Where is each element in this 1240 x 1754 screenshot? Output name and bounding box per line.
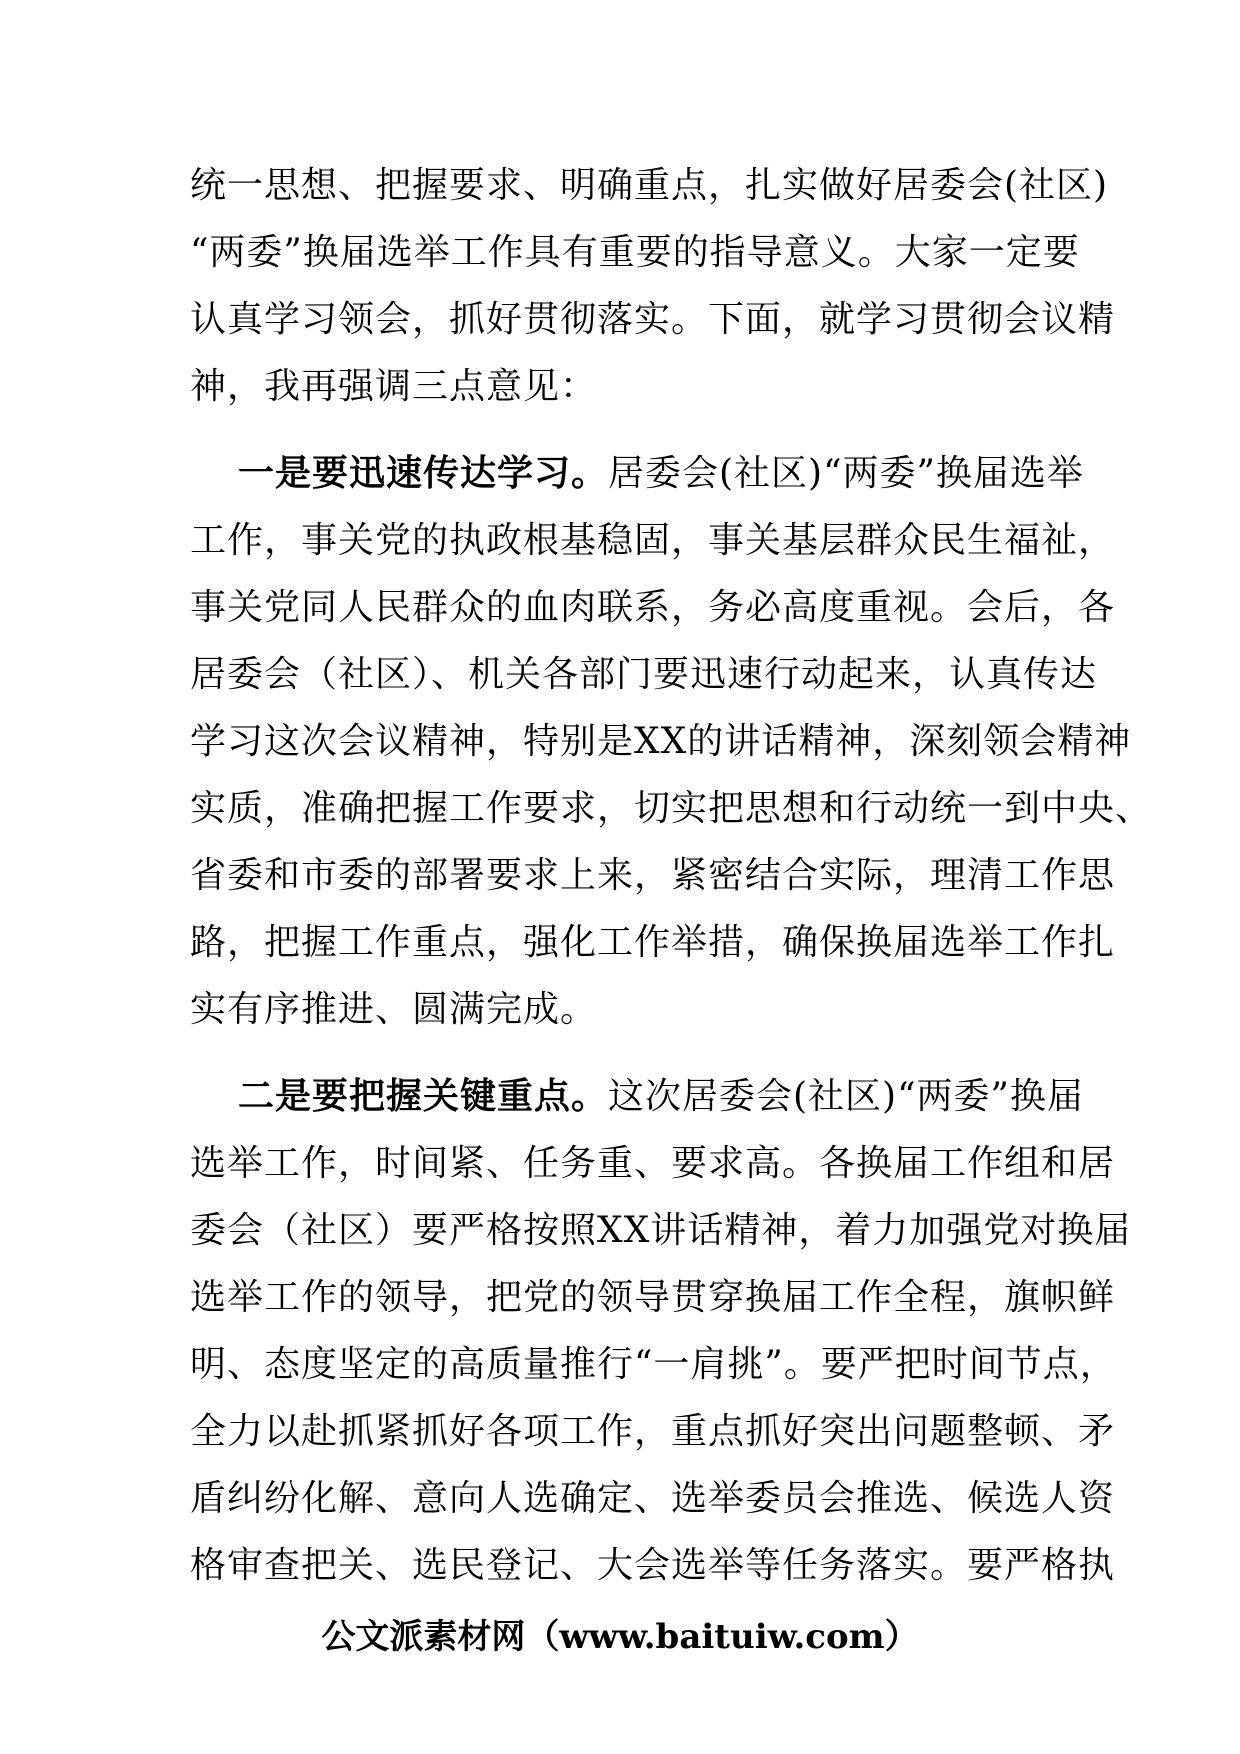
- text-line: 学习这次会议精神，特别是XX的讲话精神，深刻领会精神: [190, 721, 1132, 762]
- text-line: 居委会（社区）、机关各部门要迅速行动起来，认真传达: [190, 654, 1098, 695]
- text-line: 省委和市委的部署要求上来，紧密结合实际，理清工作思: [190, 855, 1116, 896]
- text-line: 实有序推进、圆满完成。: [190, 989, 598, 1030]
- text-line: 认真学习领会，抓好贯彻落实。下面，就学习贯彻会议精: [190, 299, 1116, 340]
- text-line: [190, 1063, 1084, 1130]
- text-line: [190, 440, 1084, 507]
- text-line: “两委”换届选举工作具有重要的指导意义。大家一定要: [190, 232, 1080, 273]
- text-line: 事关党同人民群众的血肉联系，务必高度重视。会后，各: [190, 587, 1116, 628]
- text-line: 选举工作，时间紧、任务重、要求高。各换届工作组和居: [190, 1143, 1116, 1184]
- text-line: 全力以赴抓紧抓好各项工作，重点抓好突出问题整顿、矛: [190, 1411, 1116, 1452]
- paragraph: [190, 152, 1116, 420]
- document-body: [190, 152, 1153, 1599]
- paragraph-lead: 二是要把握关键重点。: [238, 1075, 609, 1117]
- paragraph: [190, 1063, 1132, 1599]
- text-line: 明、态度坚定的高质量推行“一肩挑”。要严把时间节点，: [190, 1344, 1117, 1385]
- paragraph-lead: 一是要迅速传达学习。: [238, 452, 609, 494]
- text-line: 路，把握工作重点，强化工作举措，确保换届选举工作扎: [190, 922, 1116, 963]
- text-line-rest: 居委会(社区)“两委”换届选举: [608, 453, 1084, 494]
- text-line: 委会（社区）要严格按照XX讲话精神，着力加强党对换届: [190, 1210, 1132, 1251]
- text-line-rest: 这次居委会(社区)“两委”换届: [608, 1076, 1084, 1117]
- text-line: 工作，事关党的执政根基稳固，事关基层群众民生福祉，: [190, 520, 1116, 561]
- text-line: 统一思想、把握要求、明确重点，扎实做好居委会(社区): [190, 165, 1109, 206]
- footer-watermark: 公文派素材网（www.baituiw.com）: [321, 1617, 919, 1657]
- text-line: 神，我再强调三点意见：: [190, 366, 598, 407]
- paragraph: [190, 440, 1153, 1043]
- text-line: 格审查把关、选民登记、大会选举等任务落实。要严格执: [190, 1545, 1116, 1586]
- text-line: 实质，准确把握工作要求，切实把思想和行动统一到中央、: [190, 788, 1153, 829]
- text-line: 盾纠纷化解、意向人选确定、选举委员会推选、候选人资: [190, 1478, 1116, 1519]
- text-line: 选举工作的领导，把党的领导贯穿换届工作全程，旗帜鲜: [190, 1277, 1116, 1318]
